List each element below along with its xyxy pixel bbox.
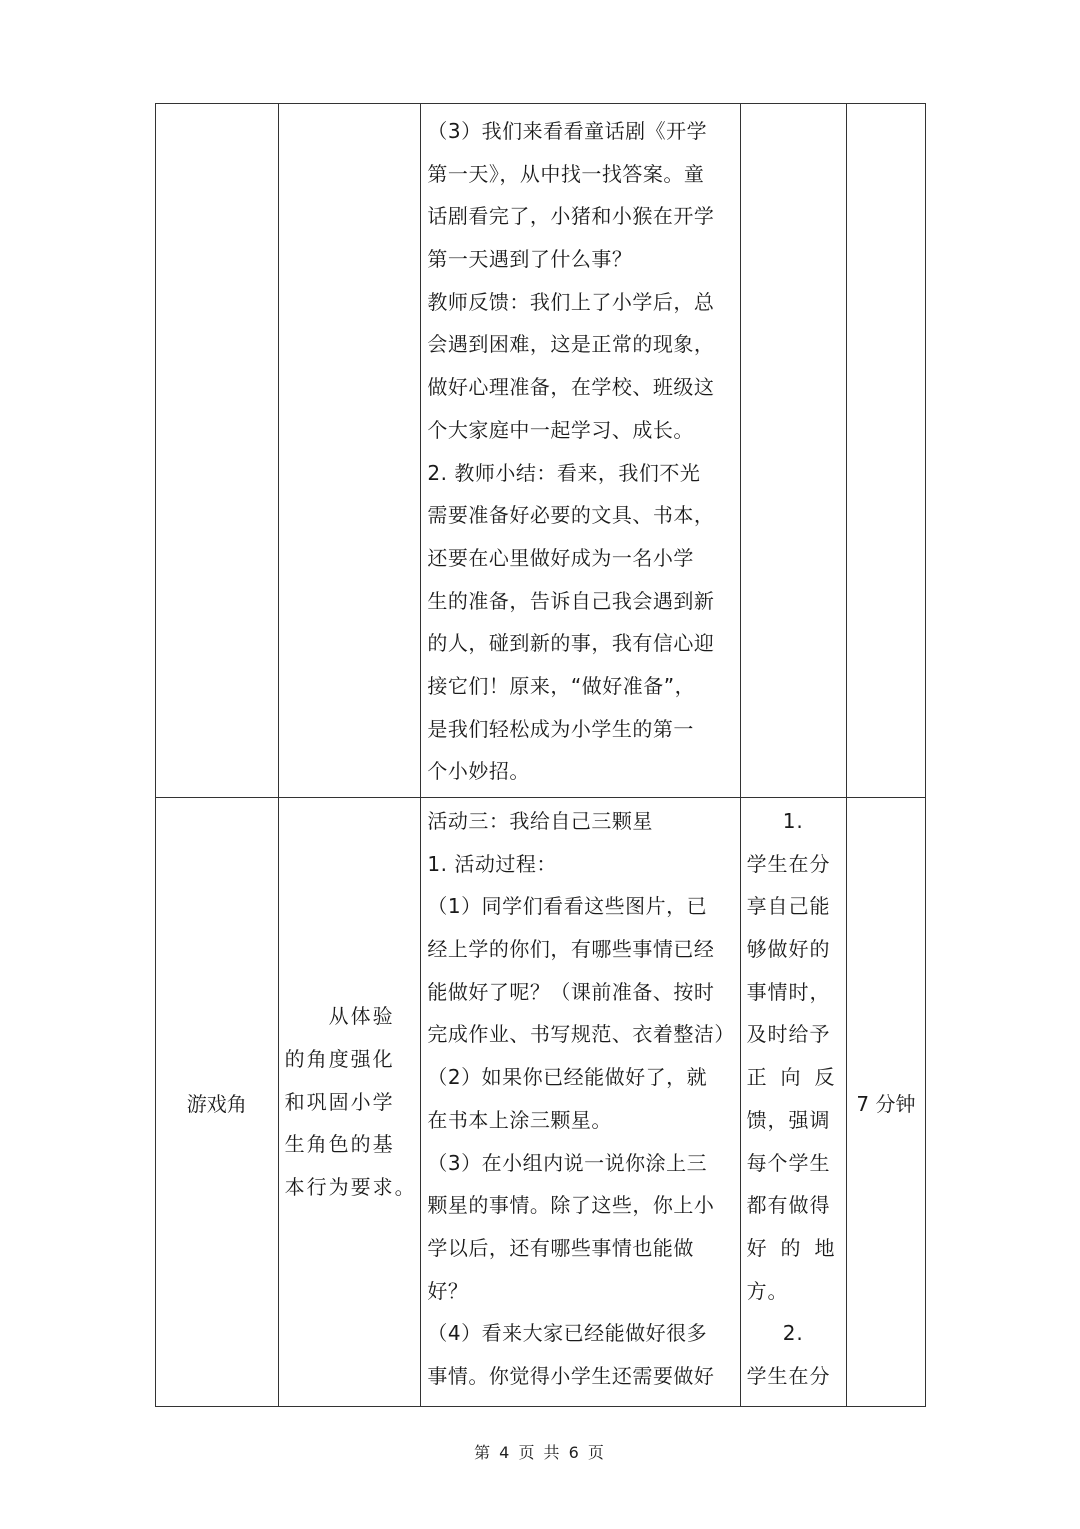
text-line: 生角色的基 [284, 1132, 395, 1157]
process-cell [421, 104, 740, 798]
time-cell [846, 104, 925, 798]
section-cell [156, 104, 279, 798]
text-line: 事情。你觉得小学生还需要做好 [427, 1363, 715, 1388]
text-line: 馈，强调 [746, 1107, 831, 1132]
feedback-text [746, 798, 849, 1398]
text-line: 的角度强化 [284, 1046, 395, 1071]
text-line: （3）在小组内说一说你涂上三 [427, 1150, 708, 1175]
text-line: 都有做得 [746, 1193, 831, 1218]
text-line: 第一天》，从中找一找答案。童 [427, 161, 705, 186]
text-line: 和巩固小学 [284, 1089, 395, 1114]
text-line: 好的地 [746, 1235, 849, 1260]
text-line: 完成作业、书写规范、衣着整洁） [427, 1022, 735, 1047]
text-line: 话剧看完了，小猪和小猴在开学 [427, 204, 715, 229]
text-line: 生的准备，告诉自己我会遇到新 [427, 588, 715, 613]
process-text [427, 798, 733, 1398]
text-line: 1. [782, 809, 804, 833]
feedback-cell [740, 798, 849, 1407]
text-line: 学以后，还有哪些事情也能做 [427, 1235, 694, 1260]
text-line: 经上学的你们，有哪些事情已经 [427, 937, 715, 962]
feedback-cell [740, 104, 846, 798]
text-line: （4）看来大家已经能做好很多 [427, 1321, 708, 1346]
text-line: 需要准备好必要的文具、书本， [427, 503, 715, 528]
text-line: 第一天遇到了什么事？ [427, 247, 633, 272]
text-line: （3）我们来看看童话剧《开学 [427, 119, 708, 143]
text-line: 好？ [427, 1278, 469, 1303]
text-line: 颗星的事情。除了这些，你上小 [427, 1193, 715, 1218]
text-line: 事情时， [746, 979, 831, 1004]
text-line: 正向反 [746, 1065, 849, 1090]
text-line: 个大家庭中一起学习、成长。 [427, 417, 694, 442]
text-line: 在书本上涂三颗星。 [427, 1107, 612, 1132]
text-line: 学生在分 [746, 851, 831, 876]
text-line: 及时给予 [746, 1022, 831, 1047]
text-line: 从体验 [328, 1004, 395, 1029]
time-cell: 7 分钟 [846, 798, 925, 1407]
process-cell [421, 798, 740, 1407]
text-line: 2. [782, 1321, 804, 1346]
text-line: 2. 教师小结：看来，我们不光 [427, 460, 701, 485]
goal-cell [278, 104, 421, 798]
text-line: 本行为要求。 [284, 1175, 417, 1200]
text-line: 能做好了呢？（课前准备、按时 [427, 979, 715, 1004]
text-line: 每个学生 [746, 1150, 831, 1175]
text-line: 的人，碰到新的事，我有信心迎 [427, 631, 715, 656]
lesson-plan-table [155, 103, 926, 1407]
text-line: 还要在心里做好成为一名小学 [427, 545, 694, 570]
page-footer: 第 4 页 共 6 页 [474, 1443, 606, 1462]
text-line: （2）如果你已经能做好了，就 [427, 1065, 708, 1090]
table-row [156, 798, 926, 1407]
text-line: 享自己能 [746, 894, 831, 919]
process-text [427, 104, 733, 793]
table-row [156, 104, 926, 798]
text-line: 会遇到困难，这是正常的现象， [427, 332, 715, 357]
text-line: 个小妙招。 [427, 759, 530, 784]
text-line: 够做好的 [746, 937, 831, 962]
text-line: 是我们轻松成为小学生的第一 [427, 716, 694, 741]
section-cell: 游戏角 [156, 798, 279, 1407]
text-line: 活动三：我给自己三颗星 [427, 809, 653, 833]
text-line: 方。 [746, 1278, 789, 1303]
text-line: 1. 活动过程： [427, 851, 557, 876]
text-line: 做好心理准备，在学校、班级这 [427, 375, 715, 400]
text-line: 接它们！原来，“做好准备”， [427, 673, 696, 698]
text-line: （1）同学们看看这些图片，已 [427, 894, 708, 919]
goal-cell [278, 798, 421, 1407]
text-line: 学生在分 [746, 1363, 831, 1388]
goal-text [285, 995, 415, 1208]
text-line: 教师反馈：我们上了小学后，总 [427, 289, 715, 314]
